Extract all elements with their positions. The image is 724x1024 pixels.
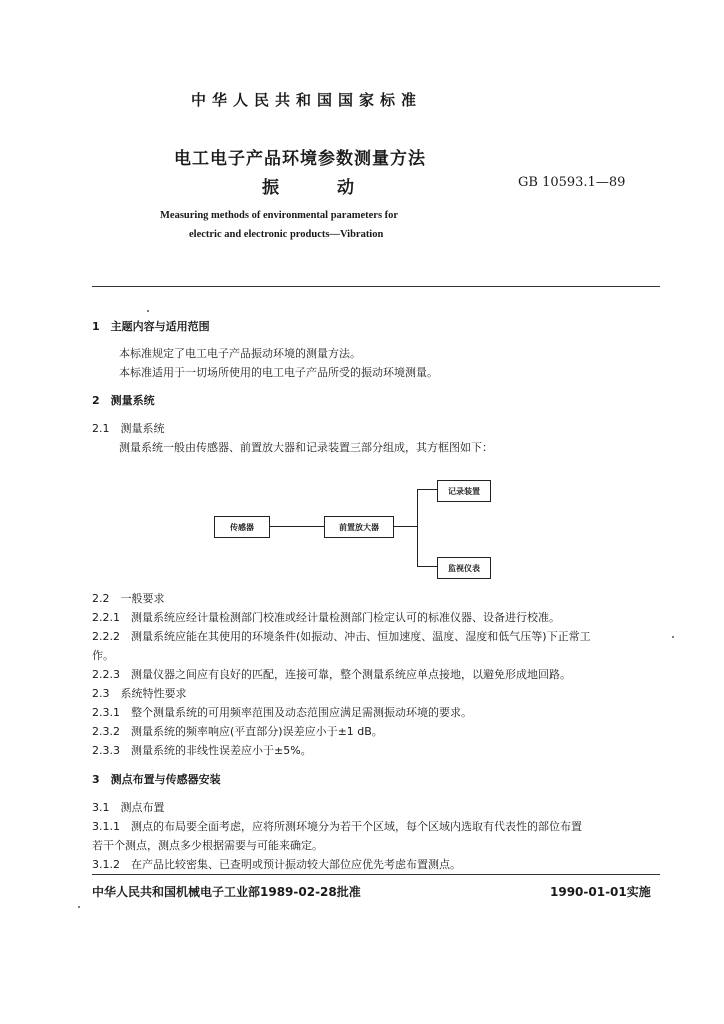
speck bbox=[78, 906, 80, 908]
english-title-line2: electric and electronic products—Vibration bbox=[189, 229, 384, 240]
clause-2-2-2-line1: 2.2.2 测量系统应能在其使用的环境条件(如振动、冲击、恒加速度、温度、湿度和低气压等)下正常工 bbox=[92, 630, 591, 643]
header-divider bbox=[92, 286, 660, 287]
english-title-line1: Measuring methods of environmental parameters for bbox=[160, 210, 399, 221]
standard-title: 电工电子产品环境参数测量方法 bbox=[174, 149, 426, 169]
speck bbox=[672, 636, 674, 638]
effective-date: 1990-01-01实施 bbox=[550, 885, 651, 899]
connector-preamp-branch bbox=[393, 526, 417, 527]
clause-2-3-1: 2.3.1 整个测量系统的可用频率范围及动态范围应满足需测振动环境的要求。 bbox=[92, 706, 472, 719]
section-1-paragraph-1: 本标准规定了电工电子产品振动环境的测量方法。 bbox=[119, 347, 361, 360]
approval-line: 中华人民共和国机械电子工业部1989-02-28批准 bbox=[92, 885, 361, 899]
connector-to-monitor bbox=[417, 566, 437, 567]
clause-2-2-3: 2.2.3 测量仪器之间应有良好的匹配，连接可靠，整个测量系统应单点接地，以避免形成地回路。 bbox=[92, 668, 571, 681]
clause-2-2-1: 2.2.1 测量系统应经计量检测部门校准或经计量检测部门检定认可的标准仪器、设备进行校准。 bbox=[92, 611, 560, 624]
issuer-title: 中华人民共和国国家标准 bbox=[191, 91, 423, 109]
sensor-box: 传感器 bbox=[214, 516, 270, 538]
clause-2-3-2: 2.3.2 测量系统的频率响应(平直部分)误差应小于±1 dB。 bbox=[92, 725, 383, 738]
connector-to-recorder bbox=[417, 489, 437, 490]
clause-3-1-1-line1: 3.1.1 测点的布局要全面考虑，应将所测环境分为若干个区域，每个区域内选取有代表性的部位布置 bbox=[92, 820, 582, 833]
clause-3-1-1-line2: 若干个测点，测点多少根据需要与可能来确定。 bbox=[92, 839, 323, 852]
section-3-1-heading: 3.1 测点布置 bbox=[92, 801, 165, 814]
footer-divider bbox=[92, 874, 660, 875]
clause-3-1-2: 3.1.2 在产品比较密集、已查明或预计振动较大部位应优先考虑布置测点。 bbox=[92, 858, 461, 871]
recorder-box: 记录装置 bbox=[437, 480, 491, 502]
section-3-heading: 3 测点布置与传感器安装 bbox=[92, 773, 221, 786]
speck bbox=[147, 310, 149, 312]
branch-vertical-line bbox=[417, 489, 418, 567]
section-2-heading: 2 测量系统 bbox=[92, 394, 155, 407]
section-2-2-heading: 2.2 一般要求 bbox=[92, 592, 165, 605]
section-2-3-heading: 2.3 系统特性要求 bbox=[92, 687, 187, 700]
section-1-paragraph-2: 本标准适用于一切场所使用的电工电子产品所受的振动环境测量。 bbox=[119, 366, 438, 379]
standard-number: GB 10593.1—89 bbox=[518, 175, 626, 190]
preamp-box: 前置放大器 bbox=[324, 516, 394, 538]
standard-subtitle: 振动 bbox=[262, 178, 412, 198]
monitor-box: 监视仪表 bbox=[437, 557, 491, 579]
connector-sensor-preamp bbox=[269, 526, 324, 527]
section-2-1-heading: 2.1 测量系统 bbox=[92, 422, 165, 435]
section-2-1-text: 测量系统一般由传感器、前置放大器和记录装置三部分组成，其方框图如下： bbox=[119, 441, 493, 454]
section-1-heading: 1 主题内容与适用范围 bbox=[92, 320, 210, 333]
clause-2-2-2-line2: 作。 bbox=[92, 649, 114, 662]
clause-2-3-3: 2.3.3 测量系统的非线性误差应小于±5%。 bbox=[92, 744, 312, 757]
